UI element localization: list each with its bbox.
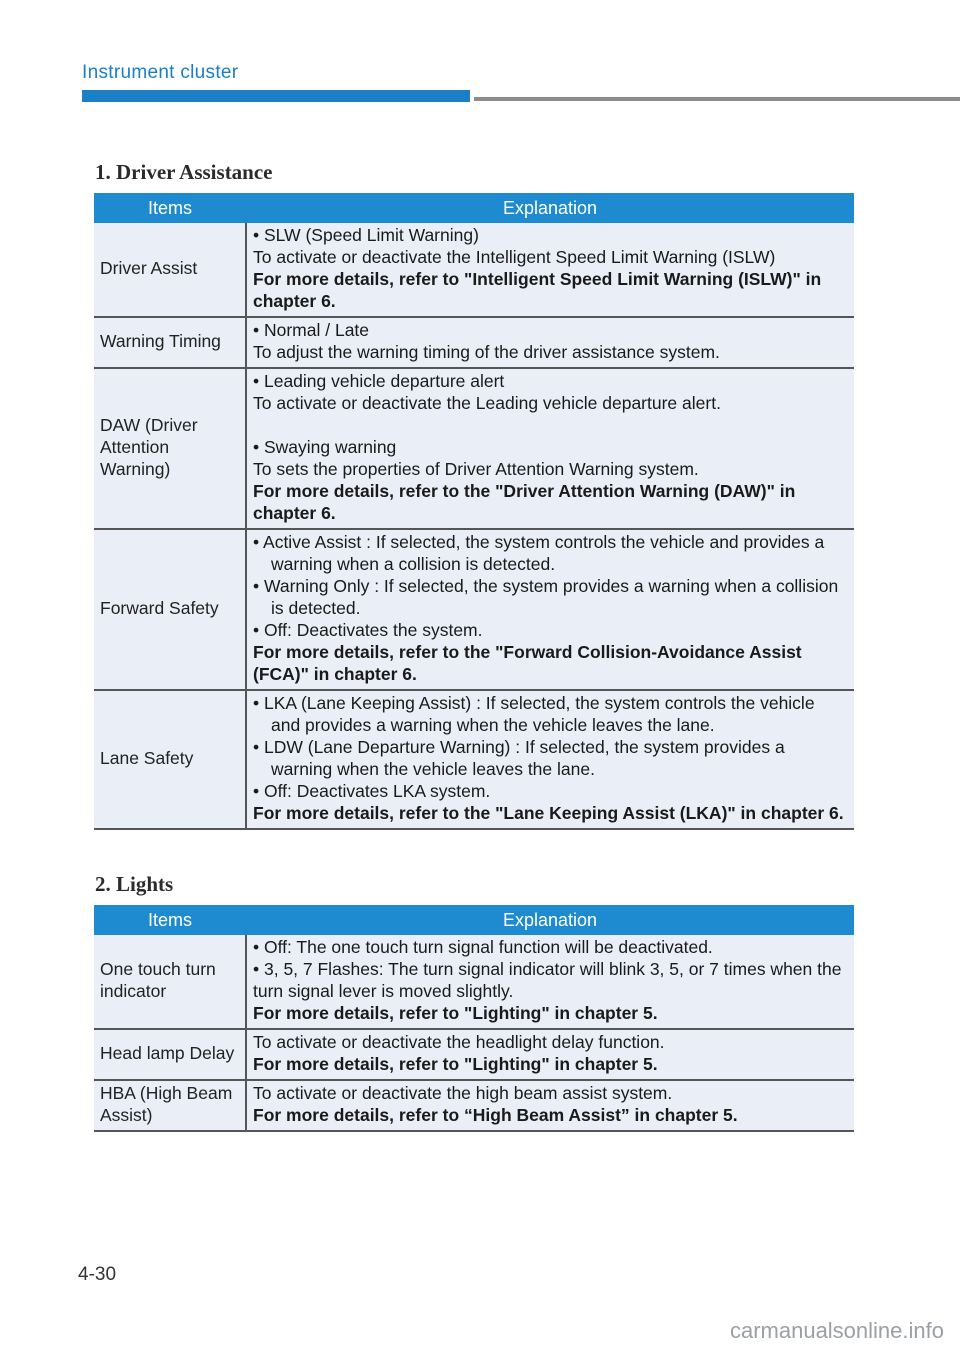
column-header-items: Items: [94, 905, 246, 935]
explanation-line: • LDW (Lane Departure Warning) : If selected, the system provides a warning when the vehicle leaves the lane.: [253, 737, 785, 779]
header-divider-line: [474, 97, 960, 101]
explanation-line: • Leading vehicle departure alert: [253, 371, 505, 391]
explanation-line: • SLW (Speed Limit Warning): [253, 225, 479, 245]
reference-note: For more details, refer to "Intelligent Speed Limit Warning (ISLW)" in chapter 6.: [253, 269, 822, 311]
explanation-line: • Swaying warning: [253, 437, 397, 457]
row-item-label: Warning Timing: [94, 317, 246, 368]
explanation-line: To activate or deactivate the Intelligent Speed Limit Warning (ISLW): [253, 247, 776, 267]
explanation-line: To activate or deactivate the headlight delay function.: [253, 1032, 665, 1052]
table-row: [94, 1080, 854, 1131]
row-item-label: DAW (Driver Attention Warning): [94, 368, 246, 529]
column-header-items: Items: [94, 193, 246, 223]
column-header-explanation: Explanation: [246, 193, 854, 223]
watermark: carmanualsonline.info: [729, 1318, 944, 1343]
row-explanation: [246, 529, 854, 690]
reference-note: For more details, refer to the "Driver Attention Warning (DAW)" in chapter 6.: [253, 481, 796, 523]
table-row: [94, 935, 854, 1029]
row-item-label: One touch turn indicator: [94, 935, 246, 1029]
row-explanation: [246, 690, 854, 829]
row-explanation: [246, 935, 854, 1029]
reference-note: For more details, refer to “High Beam Assist” in chapter 5.: [253, 1105, 738, 1125]
row-explanation: [246, 1029, 854, 1080]
section-header-label: Instrument cluster: [82, 62, 239, 83]
explanation-line: • Off: The one touch turn signal function will be deactivated.: [253, 937, 713, 957]
reference-note: For more details, refer to "Lighting" in chapter 5.: [253, 1003, 658, 1023]
reference-note: For more details, refer to the "Forward Collision-Avoidance Assist (FCA)" in chapter 6.: [253, 642, 802, 684]
row-explanation: [246, 223, 854, 317]
line-spacer: [253, 414, 848, 436]
row-item-label: HBA (High Beam Assist): [94, 1080, 246, 1131]
column-header-explanation: Explanation: [246, 905, 854, 935]
explanation-line: To adjust the warning timing of the driver assistance system.: [253, 342, 720, 362]
section-title-lights: 2. Lights: [95, 872, 174, 896]
explanation-line: • LKA (Lane Keeping Assist) : If selected, the system controls the vehicle and provides a warning when the vehicle leaves the lane.: [253, 693, 815, 735]
explanation-line: • Normal / Late: [253, 320, 370, 340]
driver-assistance-table: [94, 193, 854, 830]
explanation-line: • Off: Deactivates LKA system.: [253, 781, 491, 801]
row-explanation: [246, 1080, 854, 1131]
page-number: 4-30: [78, 1264, 117, 1285]
row-explanation: [246, 368, 854, 529]
row-item-label: Lane Safety: [94, 690, 246, 829]
row-explanation: [246, 317, 854, 368]
table-row: [94, 223, 854, 317]
explanation-line: To sets the properties of Driver Attention Warning system.: [253, 459, 699, 479]
explanation-line: • Warning Only : If selected, the system provides a warning when a collision is detected.: [253, 576, 839, 618]
explanation-line: • Off: Deactivates the system.: [253, 620, 483, 640]
section-title-driver-assistance: 1. Driver Assistance: [95, 160, 273, 184]
explanation-line: • 3, 5, 7 Flashes: The turn signal indicator will blink 3, 5, or 7 times when the turn signal lever is moved slightly.: [253, 959, 842, 1001]
table-row: [94, 317, 854, 368]
table-row: [94, 368, 854, 529]
explanation-line: • Active Assist : If selected, the system controls the vehicle and provides a warning when a collision is detected.: [253, 532, 825, 574]
explanation-line: To activate or deactivate the Leading vehicle departure alert.: [253, 393, 721, 413]
reference-note: For more details, refer to the "Lane Keeping Assist (LKA)" in chapter 6.: [253, 803, 844, 823]
lights-table: [94, 905, 854, 1132]
row-item-label: Head lamp Delay: [94, 1029, 246, 1080]
explanation-line: To activate or deactivate the high beam assist system.: [253, 1083, 673, 1103]
table-row: [94, 690, 854, 829]
row-item-label: Driver Assist: [94, 223, 246, 317]
header-accent-bar: [82, 90, 470, 102]
reference-note: For more details, refer to "Lighting" in chapter 5.: [253, 1054, 658, 1074]
table-row: [94, 529, 854, 690]
table-row: [94, 1029, 854, 1080]
row-item-label: Forward Safety: [94, 529, 246, 690]
